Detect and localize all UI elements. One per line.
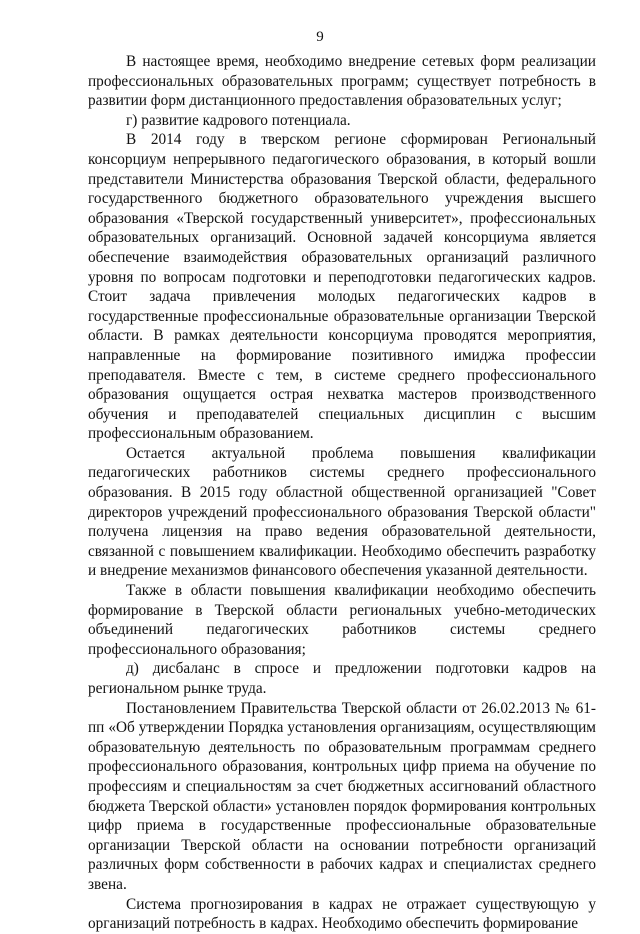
paragraph-consortium: В 2014 году в тверском регионе сформирован Региональный консорциум непрерывного педагогического образования, в который вошли представители Министерства образования Тверской области, федерального государственного бюджетного образовательного учреждения высшего образования «Тверской государственный университет», профессиональных образовательных организаций. Основной задачей консорциума является обеспечение взаимодействия образовательных организаций различного уровня по вопросам подготовки и переподготовки педагогических кадров. Стоит задача привлечения молодых педагогических кадров в государственные профессиональные образовательные организации Тверской области. В рамках деятельности консорциума проводятся мероприятия, направленные на формирование позитивного имиджа профессии преподавателя. Вместе с тем, в системе среднего профессионального образования ощущается острая нехватка мастеров производственного обучения и преподавателей специальных дисциплин с высшим профессиональным образованием. — [88, 131, 596, 443]
page-number: 9 — [316, 29, 324, 45]
paragraph-forecasting-system: Система прогнозирования в кадрах не отражает существующую у организаций потребность в кадрах. Необходимо обеспечить формирование — [88, 895, 596, 933]
document-body — [88, 52, 596, 934]
paragraph-methodical-associations: Также в области повышения квалификации необходимо обеспечить формирование в Тверской области региональных учебно-методических объединений педагогических работников системы среднего профессионального образования; — [88, 582, 596, 658]
paragraph-network-forms: В настоящее время, необходимо внедрение сетевых форм реализации профессиональных образовательных программ; существует потребность в развитии форм дистанционного предоставления образовательных услуг; — [88, 53, 596, 110]
paragraph-qualification: Остается актуальной проблема повышения квалификации педагогических работников системы среднего профессионального образования. В 2015 году областной общественной организацией "Совет директоров учреждений профессионального образования Тверской области" получена лицензия на право ведения образовательной деятельности, связанной с повышением квалификации. Необходимо обеспечить разработку и внедрение механизмов финансового обеспечения указанной деятельности. — [88, 444, 596, 580]
paragraph-labor-market-imbalance: д) дисбаланс в спросе и предложении подготовки кадров на региональном рынке труда. — [88, 660, 596, 697]
paragraph-staff-potential: г) развитие кадрового потенциала. — [126, 111, 351, 129]
paragraph-government-decree: Постановлением Правительства Тверской области от 26.02.2013 № 61-пп «Об утверждении Порядка установления организациям, осуществляющим образовательную деятельность по образовательным программам среднего профессионального образования, контрольных цифр приема на обучение по профессиям и специальностям за счет бюджетных ассигнований областного бюджета Тверской области» установлен порядок формирования контрольных цифр приема в государственные профессиональные образовательные организации Тверской области на основании потребности организаций различных форм собственности в рабочих кадрах и специалистах среднего звена. — [88, 699, 596, 893]
